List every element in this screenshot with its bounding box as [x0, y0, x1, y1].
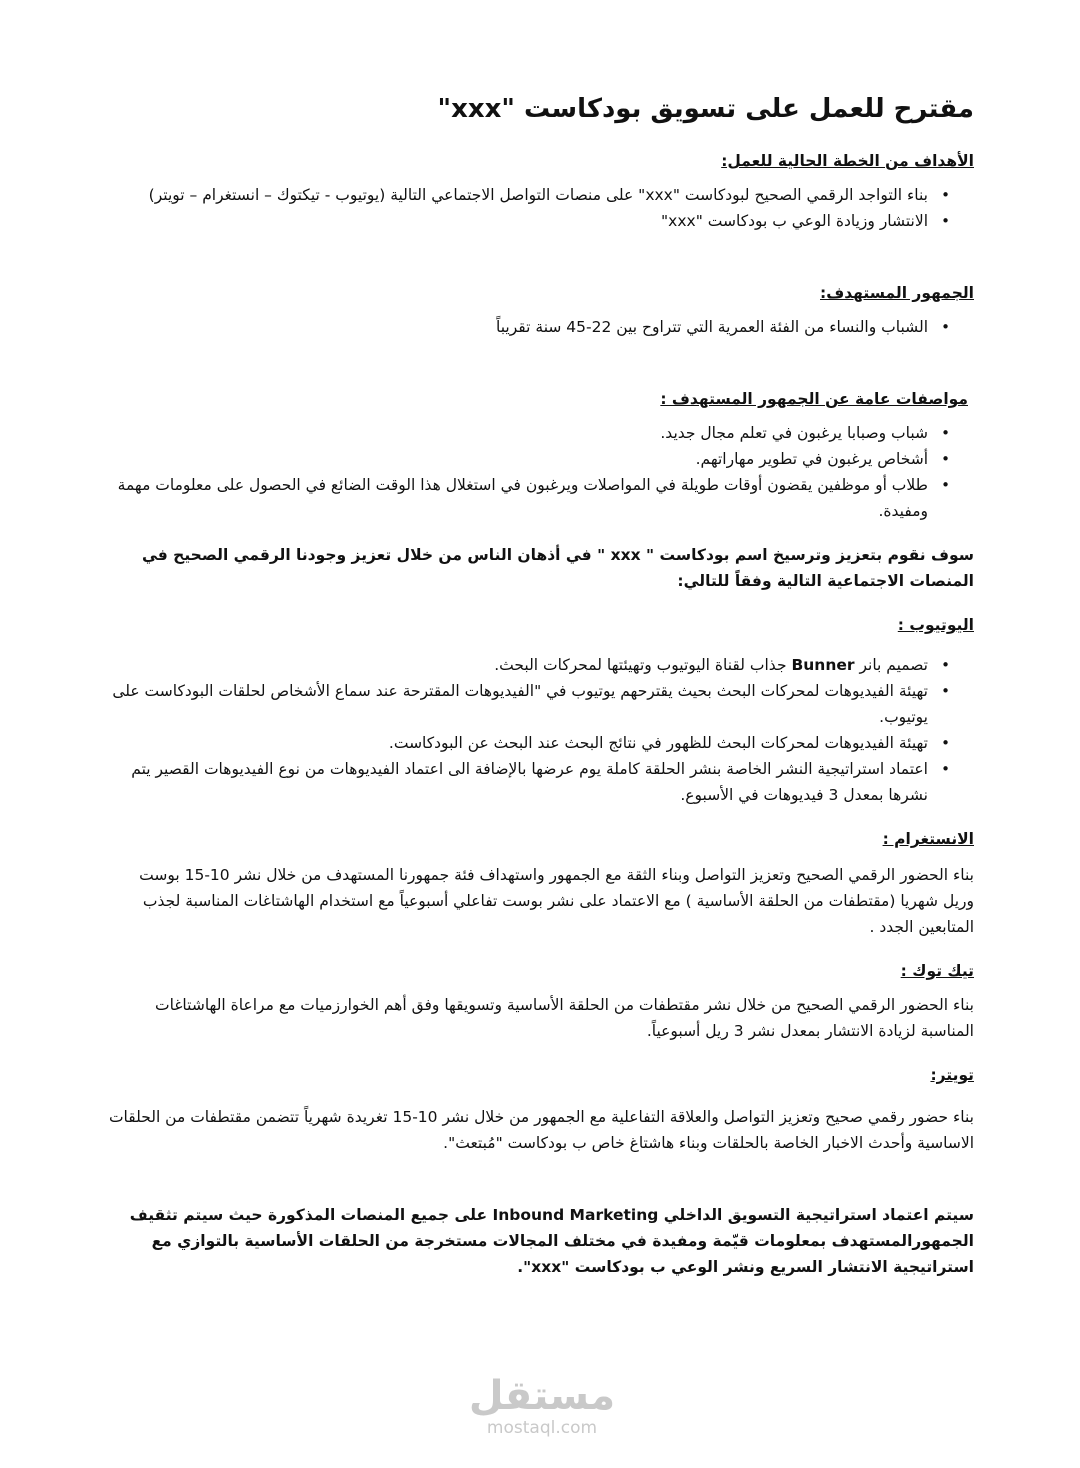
- list-item: • شباب وصبابا يرغبون في تعلم مجال جديد.: [106, 420, 954, 446]
- list-item: • أشخاص يرغبون في تطوير مهاراتهم.: [106, 446, 954, 472]
- goals-heading: الأهداف من الخطة الحالية للعمل:: [721, 152, 974, 170]
- list-item: • الانتشار وزيادة الوعي ب بودكاست "xxx": [106, 208, 954, 234]
- document-body: [106, 92, 974, 1280]
- list-item: • تهيئة الفيديوهات لمحركات البحث بحيث يقترحهم يوتيوب في "الفيديوهات المقترحة عند سماع الأشخاص لحلقات البودكاست على يوتيوب.: [106, 678, 954, 730]
- conclusion-paragraph: سيتم اعتماد استراتيجية التسويق الداخلي Inbound Marketing على جميع المنصات المذكورة حيث سيتم تثقيف الجمهورالمستهدف بمعلومات قيّمة ومفيدة في مختلف المجالات مستخرجة من الحلقات الأساسية بالتوازي مع استراتيجية الانتشار السريع ونشر الوعي ب بودكاست "xxx".: [129, 1206, 974, 1276]
- mostaql-watermark: [462, 1374, 622, 1438]
- list-item: • الشباب والنساء من الفئة العمرية التي تتراوح بين 22-45 سنة تقريباً: [106, 314, 954, 340]
- specs-list: [106, 420, 974, 524]
- watermark-url: mostaql.com: [486, 1418, 598, 1438]
- tiktok-paragraph: بناء الحضور الرقمي الصحيح من خلال نشر مقتطفات من الحلقة الأساسية وتسويقها وفق أهم الخوارزميات مع مراعاة الهاشتاغات المناسبة لزيادة الانتشار بمعدل نشر 3 ريل أسبوعياً.: [155, 996, 974, 1040]
- instagram-heading: الانستغرام :: [882, 830, 974, 848]
- bunner-term: Bunner: [791, 656, 855, 674]
- list-item: [106, 652, 954, 678]
- intro-paragraph: سوف نقوم بتعزيز وترسيخ اسم بودكاست " xxx " في أذهان الناس من خلال تعزيز وجودنا الرقمي الصحيح في المنصات الاجتماعية التالية وفقاً للتالي:: [141, 546, 974, 590]
- specs-heading: مواصفات عامة عن الجمهور المستهدف :: [660, 390, 968, 408]
- youtube-heading: اليوتيوب :: [897, 616, 974, 634]
- tiktok-heading: تيك توك :: [900, 962, 974, 980]
- youtube-item-text: جذاب لقناة اليوتيوب وتهيئتها لمحركات البحث.: [494, 656, 792, 674]
- audience-list: [106, 314, 974, 340]
- list-item: • طلاب أو موظفين يقضون أوقات طويلة في المواصلات ويرغبون في استغلال هذا الوقت الضائع في الحصول على معلومات مهمة ومفيدة.: [106, 472, 954, 524]
- list-item: • اعتماد استراتيجية النشر الخاصة بنشر الحلقة كاملة يوم عرضها بالإضافة الى اعتماد الفيديوهات من نوع الفيديوهات القصير يتم نشرها بمعدل 3 فيديوهات في الأسبوع.: [106, 756, 954, 808]
- youtube-list: [106, 652, 974, 808]
- twitter-paragraph: بناء حضور رقمي صحيح وتعزيز التواصل والعلاقة التفاعلية مع الجمهور من خلال نشر 10-15 تغريدة شهرياً تتضمن مقتطفات من الحلقات الاساسية وأحدث الاخبار الخاصة بالحلقات وبناء هاشتاغ خاص ب بودكاست "مُبتعث".: [108, 1108, 974, 1152]
- list-item: • تهيئة الفيديوهات لمحركات البحث للظهور في نتائج البحث عند البحث عن البودكاست.: [106, 730, 954, 756]
- list-item: • بناء التواجد الرقمي الصحيح لبودكاست "xxx" على منصات التواصل الاجتماعي التالية (يوتيوب - تيكتوك – انستغرام – تويتر): [106, 182, 954, 208]
- twitter-heading: تويتر:: [930, 1066, 974, 1084]
- audience-heading: الجمهور المستهدف:: [820, 284, 974, 302]
- instagram-paragraph: بناء الحضور الرقمي الصحيح وتعزيز التواصل وبناء الثقة مع الجمهور واستهداف فئة جمهورنا المستهدف من خلال نشر 10-15 بوست وريل شهريا (مقتطفات من الحلقة الأساسية ) مع الاعتماد على نشر بوست تفاعلي أسبوعياً مع استخدام الهاشتاغات المناسبة لجذب المتابعين الجدد .: [139, 866, 974, 936]
- goals-list: [106, 182, 974, 234]
- watermark-logo: مستقل: [468, 1373, 616, 1419]
- youtube-item-text: تصميم بانر: [854, 656, 928, 674]
- page-title: مقترح للعمل على تسويق بودكاست "xxx": [437, 94, 974, 124]
